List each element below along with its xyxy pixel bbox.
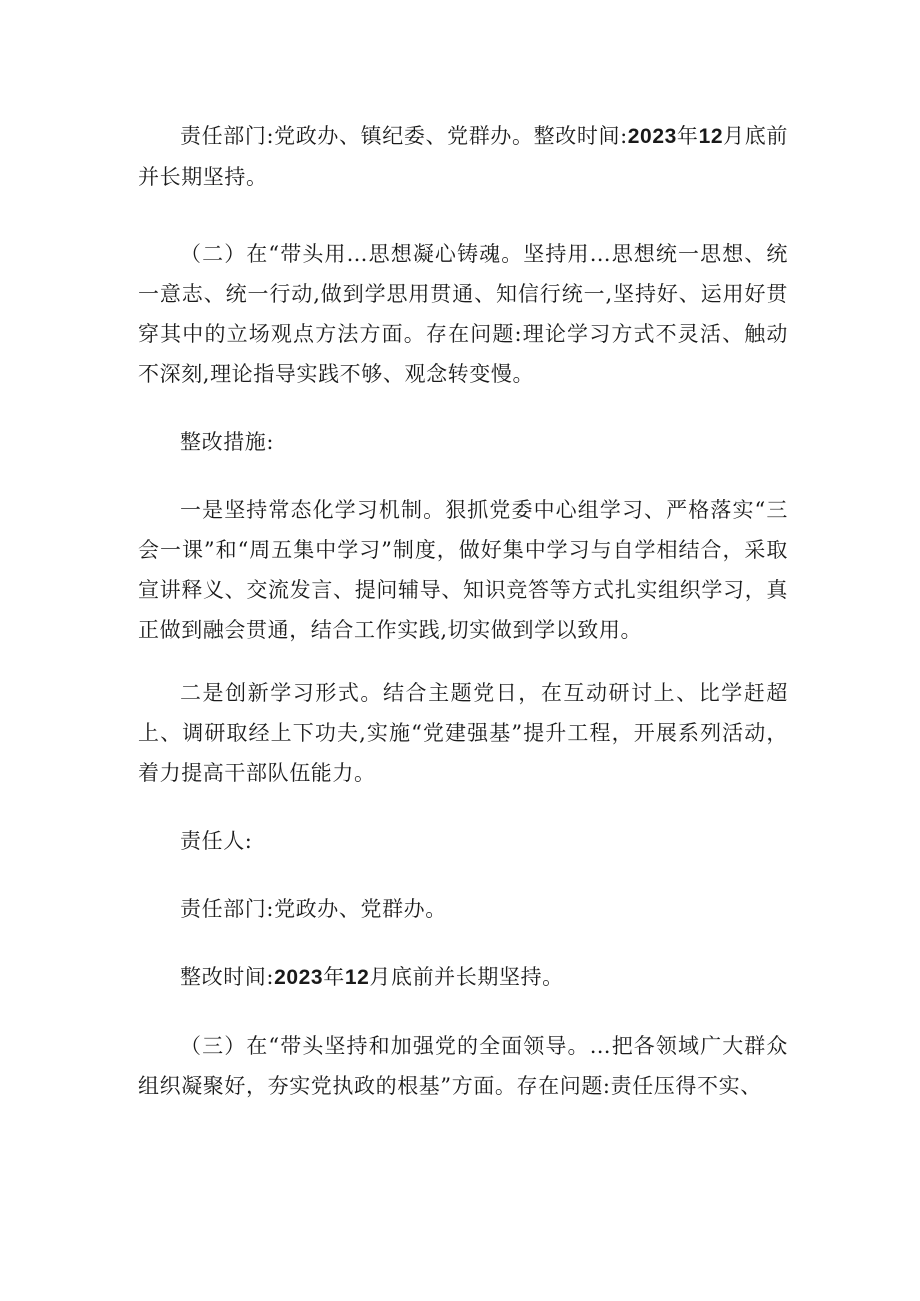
paragraph-measures-heading: 整改措施: — [180, 430, 275, 454]
paragraph-measure-2: 二是创新学习形式。结合主题党日，在互动研讨上、比学赶超上、调研取经上下功夫,实施“党建强基”提升工程，开展系列活动，着力提高干部队伍能力。 — [138, 681, 788, 785]
document-body — [138, 116, 788, 1106]
paragraph-responsible-person: 责任人: — [180, 829, 253, 853]
paragraph-deadline: 整改时间:2023年12月底前并长期坚持。 — [180, 965, 564, 989]
paragraph-measure-1: 一是坚持常态化学习机制。狠抓党委中心组学习、严格落实“三会一课”和“周五集中学习”制度，做好集中学习与自学相结合，采取宣讲释义、交流发言、提问辅导、知识竞答等方式扎实组织学习，真正做到融会贯通，结合工作实践,切实做到学以致用。 — [138, 498, 788, 642]
paragraph-responsibility-1: 责任部门:党政办、镇纪委、党群办。整改时间:2023年12月底前并长期坚持。 — [138, 124, 788, 189]
paragraph-section-3: （三）在“带头坚持和加强党的全面领导。…把各领域广大群众组织凝聚好，夯实党执政的根基”方面。存在问题:责任压得不实、 — [138, 1034, 788, 1098]
paragraph-section-2: （二）在“带头用…思想凝心铸魂。坚持用…思想统一思想、统一意志、统一行动,做到学思用贯通、知信行统一,坚持好、运用好贯穿其中的立场观点方法方面。存在问题:理论学习方式不灵活、触动不深刻,理论指导实践不够、观念转变慢。 — [138, 242, 788, 386]
paragraph-responsible-dept: 责任部门:党政办、党群办。 — [180, 897, 447, 921]
